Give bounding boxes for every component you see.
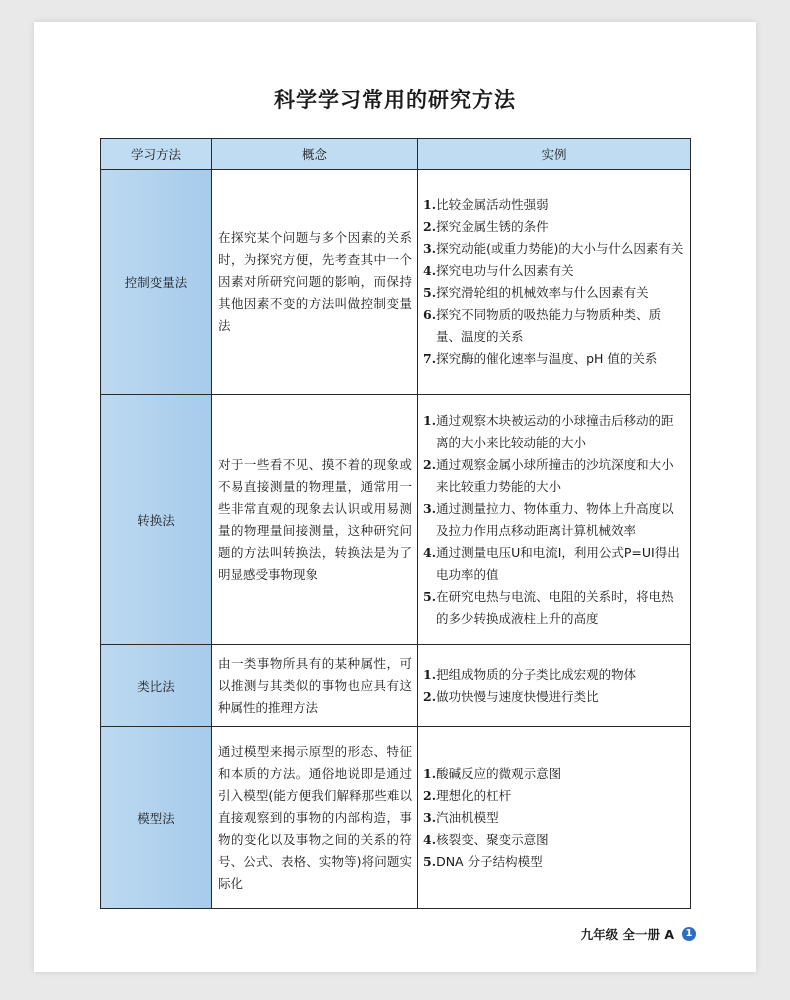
- examples-list: [423, 410, 684, 630]
- method-cell: 转换法: [101, 395, 212, 645]
- example-number: 3.: [423, 241, 437, 256]
- example-item: [423, 216, 684, 238]
- example-item: [423, 829, 684, 851]
- examples-cell: [418, 645, 691, 727]
- example-text: 通过观察木块被运动的小球撞击后移动的距离的大小来比较动能的大小: [436, 412, 674, 450]
- example-item: [423, 586, 684, 630]
- example-item: [423, 410, 684, 454]
- example-text: 探究动能(或重力势能)的大小与什么因素有关: [436, 241, 684, 256]
- example-text: 通过测量拉力、物体重力、物体上升高度以及拉力作用点移动距离计算机械效率: [436, 500, 674, 538]
- example-text: 比较金属活动性强弱: [436, 197, 549, 212]
- example-number: 5.: [423, 853, 437, 869]
- example-number: 6.: [423, 307, 437, 322]
- method-cell: 控制变量法: [101, 170, 212, 395]
- example-item: [423, 807, 684, 829]
- example-item: [423, 851, 684, 873]
- concept-cell: 通过模型来揭示原型的形态、特征和本质的方法。通俗地说即是通过引入模型(能方便我们解释那些难以直接观察到的事物的内部构造，事物的变化以及事物之间的关系的符号、公式、表格、实物等)将问题实际化: [212, 727, 418, 909]
- method-cell: 模型法: [101, 727, 212, 909]
- example-item: [423, 304, 684, 348]
- example-number: 2.: [423, 688, 437, 704]
- table-row: [101, 645, 691, 727]
- example-number: 3.: [423, 809, 437, 825]
- example-text: 核裂变、聚变示意图: [436, 831, 549, 847]
- examples-cell: [418, 395, 691, 645]
- example-text: 汽油机模型: [436, 809, 499, 825]
- example-number: 5.: [423, 285, 437, 300]
- example-number: 2.: [423, 456, 437, 472]
- example-number: 1.: [423, 197, 437, 212]
- table-header-row: [101, 139, 691, 170]
- example-item: [423, 282, 684, 304]
- example-text: 做功快慢与速度快慢进行类比: [436, 688, 599, 704]
- examples-list: [423, 763, 684, 873]
- example-text: 探究电功与什么因素有关: [436, 263, 574, 278]
- example-number: 2.: [423, 787, 437, 803]
- header-examples: 实例: [418, 139, 691, 170]
- example-number: 7.: [423, 351, 437, 366]
- example-text: 理想化的杠杆: [436, 787, 512, 803]
- example-item: [423, 454, 684, 498]
- example-text: 通过观察金属小球所撞击的沙坑深度和大小来比较重力势能的大小: [436, 456, 674, 494]
- example-text: 把组成物质的分子类比成宏观的物体: [436, 666, 637, 682]
- concept-cell: 由一类事物所具有的某种属性，可以推测与其类似的事物也应具有这种属性的推理方法: [212, 645, 418, 727]
- table-row: [101, 727, 691, 909]
- example-number: 2.: [423, 219, 437, 234]
- example-number: 4.: [423, 544, 437, 560]
- example-item: [423, 348, 684, 370]
- textbook-page: [34, 22, 756, 972]
- example-text: 探究不同物质的吸热能力与物质种类、质量、温度的关系: [436, 307, 662, 344]
- examples-cell: [418, 170, 691, 395]
- example-item: [423, 763, 684, 785]
- page-footer: [581, 925, 696, 943]
- example-text: 探究滑轮组的机械效率与什么因素有关: [436, 285, 649, 300]
- examples-list: [423, 194, 684, 370]
- concept-cell: 对于一些看不见、摸不着的现象或不易直接测量的物理量，通常用一些非常直观的现象去认识或用易测量的物理量间接测量，这种研究问题的方法叫转换法，转换法是为了明显感受事物现象: [212, 395, 418, 645]
- example-item: [423, 498, 684, 542]
- example-text: DNA 分子结构模型: [436, 853, 543, 869]
- example-number: 4.: [423, 263, 437, 278]
- example-number: 1.: [423, 412, 437, 428]
- example-item: [423, 194, 684, 216]
- header-method: 学习方法: [101, 139, 212, 170]
- example-number: 1.: [423, 765, 437, 781]
- example-text: 在研究电热与电流、电阻的关系时，将电热的多少转换成液柱上升的高度: [436, 588, 674, 626]
- example-item: [423, 686, 684, 708]
- table-row: [101, 170, 691, 395]
- method-cell: 类比法: [101, 645, 212, 727]
- example-text: 探究金属生锈的条件: [436, 219, 549, 234]
- examples-cell: [418, 727, 691, 909]
- header-concept: 概念: [212, 139, 418, 170]
- table-row: [101, 395, 691, 645]
- page-title: 科学学习常用的研究方法: [274, 87, 516, 112]
- example-item: [423, 542, 684, 586]
- example-text: 酸碱反应的微观示意图: [436, 765, 562, 781]
- example-number: 3.: [423, 500, 437, 516]
- concept-cell: 在探究某个问题与多个因素的关系时，为探究方便，先考查其中一个因素对所研究问题的影响，而保持其他因素不变的方法叫做控制变量法: [212, 170, 418, 395]
- example-text: 探究酶的催化速率与温度、pH 值的关系: [436, 351, 658, 366]
- example-item: [423, 785, 684, 807]
- example-item: [423, 664, 684, 686]
- example-item: [423, 260, 684, 282]
- examples-list: [423, 664, 684, 708]
- page-number-badge: 1: [682, 927, 696, 941]
- research-methods-table: [100, 138, 691, 909]
- example-number: 5.: [423, 588, 437, 604]
- example-text: 通过测量电压U和电流I，利用公式P=UI得出电功率的值: [436, 544, 680, 582]
- example-item: [423, 238, 684, 260]
- example-number: 4.: [423, 831, 437, 847]
- book-label: 九年级 全一册 A: [580, 927, 674, 942]
- example-number: 1.: [423, 666, 437, 682]
